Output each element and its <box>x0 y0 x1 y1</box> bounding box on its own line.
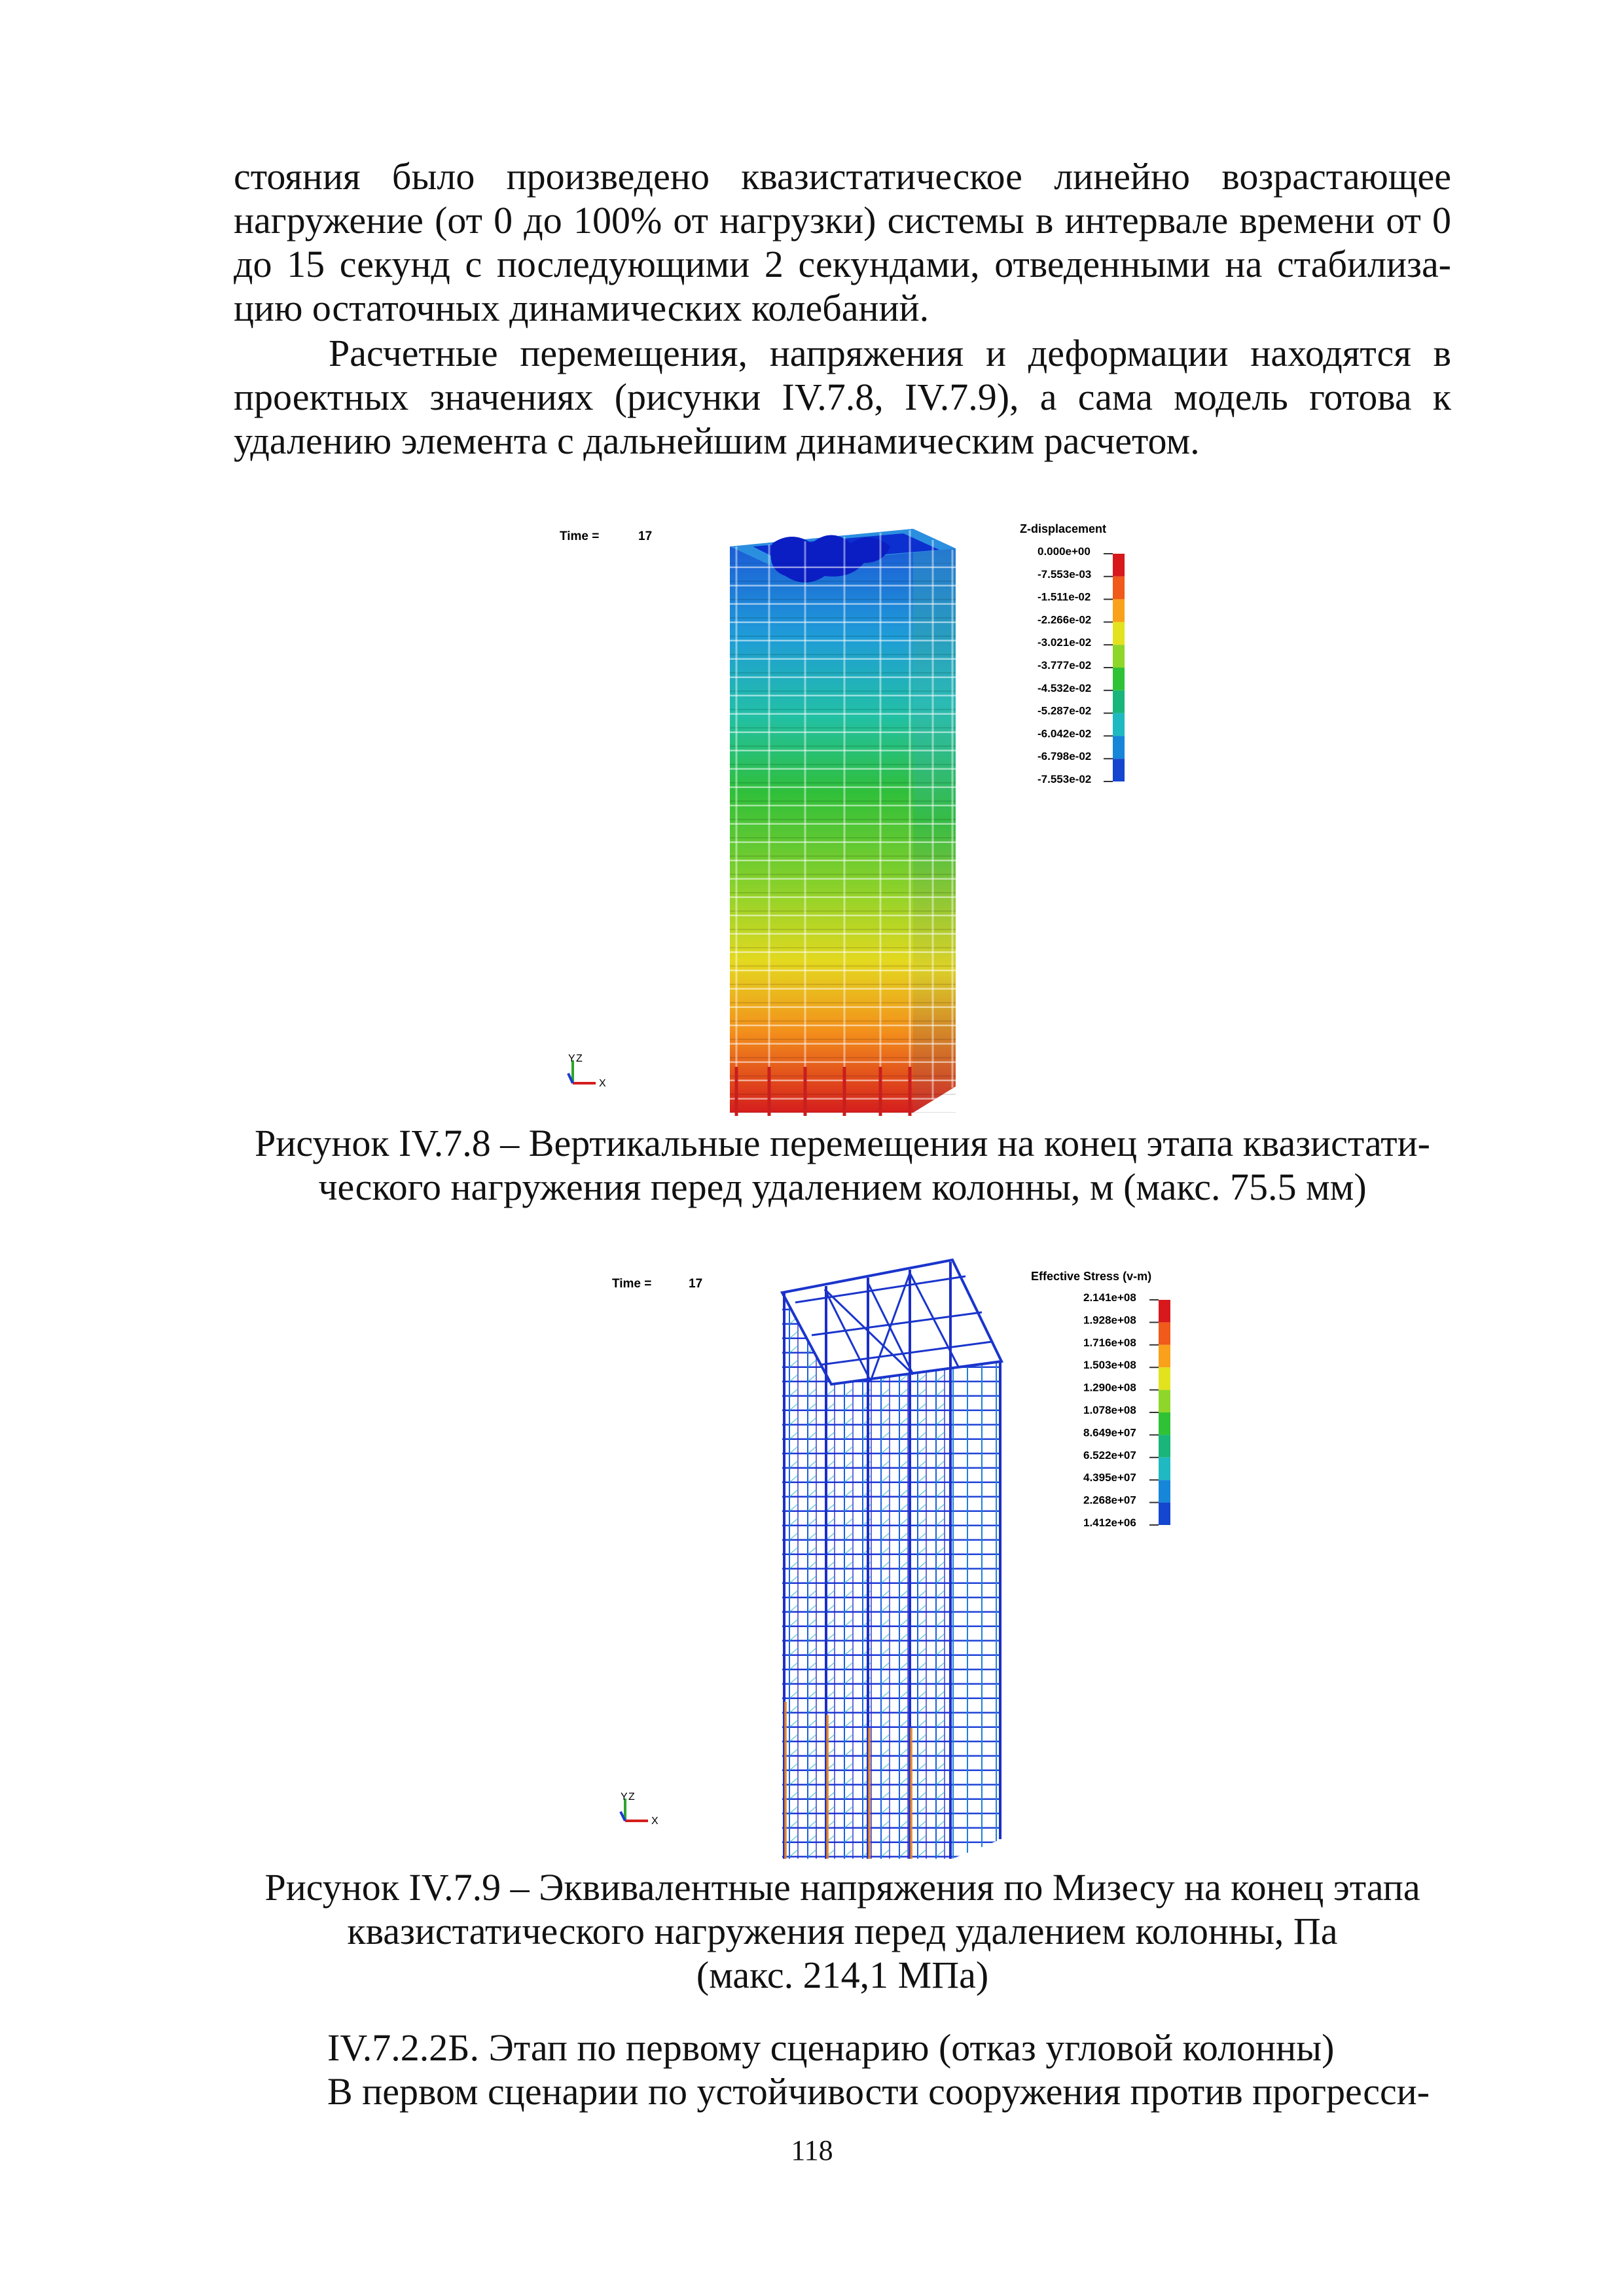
legend-color-swatch <box>1159 1390 1170 1412</box>
legend-value: -4.532e-02 <box>1038 681 1092 694</box>
legend-title: Z-displacement <box>1020 522 1107 535</box>
legend-value: -6.042e-02 <box>1038 727 1092 740</box>
axis-label-z: Z <box>576 1053 583 1064</box>
text-line: нагружение (от 0 до 100% от нагрузки) системы в интервале времени от 0 <box>234 199 1451 242</box>
axis-label-x: X <box>599 1078 606 1089</box>
legend-value: 8.649e+07 <box>1083 1426 1136 1439</box>
legend-value: -7.553e-03 <box>1038 567 1092 581</box>
legend-value: -5.287e-02 <box>1038 704 1092 717</box>
legend-title: Effective Stress (v-m) <box>1031 1270 1152 1283</box>
legend-value: 4.395e+07 <box>1083 1471 1136 1484</box>
legend-value: -7.553e-02 <box>1038 773 1092 785</box>
legend-color-swatch <box>1159 1300 1170 1322</box>
time-label: Time = <box>612 1277 652 1291</box>
tower-frame-model <box>782 1260 1001 1859</box>
text-line: стояния было произведено квазистатическое линейно возрастающее <box>234 155 1451 198</box>
text-line: Расчетные перемещения, напряжения и деформации находятся в <box>329 332 1451 374</box>
legend-value: 6.522e+07 <box>1083 1448 1136 1462</box>
legend-effective-stress <box>1031 1270 1170 1529</box>
axis-triad <box>621 1791 659 1827</box>
text-line: до 15 секунд с последующими 2 секундами, отведенными на стабилиза- <box>234 243 1451 285</box>
figure-caption-2 <box>234 1865 1451 1997</box>
legend-value: 1.928e+08 <box>1083 1314 1136 1327</box>
legend-value: -3.777e-02 <box>1038 659 1092 672</box>
caption-line: Рисунок IV.7.8 – Вертикальные перемещения на конец этапа квазистати- <box>255 1122 1430 1164</box>
legend-color-swatch <box>1159 1458 1170 1480</box>
legend-value: 1.412e+06 <box>1083 1516 1136 1529</box>
axis-label-y: Y <box>568 1053 575 1064</box>
axis-label-x: X <box>651 1816 659 1827</box>
legend-value: 2.268e+07 <box>1083 1494 1136 1507</box>
legend-value: 0.000e+00 <box>1038 545 1091 558</box>
legend-value: 1.503e+08 <box>1083 1359 1136 1372</box>
legend-color-swatch <box>1159 1367 1170 1390</box>
caption-line: (макс. 214,1 МПа) <box>696 1954 989 1996</box>
legend-value: 2.141e+08 <box>1083 1291 1136 1304</box>
legend-value: -6.798e-02 <box>1038 750 1092 763</box>
legend-color-swatch <box>1159 1480 1170 1502</box>
caption-line: Рисунок IV.7.9 – Эквивалентные напряжения по Мизесу на конец этапа <box>264 1866 1420 1909</box>
text-line: цию остаточных динамических колебаний. <box>234 287 929 329</box>
page-number: 118 <box>791 2134 833 2166</box>
legend-value: -3.021e-02 <box>1038 636 1092 649</box>
legend-value: -2.266e-02 <box>1038 613 1092 626</box>
time-value: 17 <box>638 529 653 543</box>
caption-line: квазистатического нагружения перед удалением колонны, Па <box>347 1910 1338 1952</box>
legend-value: 1.716e+08 <box>1083 1336 1136 1349</box>
legend-color-swatch <box>1159 1322 1170 1344</box>
text-line: проектных значениях (рисунки IV.7.8, IV.7.9), а сама модель готова к <box>234 376 1451 418</box>
time-value: 17 <box>689 1277 703 1291</box>
axis-label-z: Z <box>628 1791 635 1803</box>
legend-color-swatch <box>1159 1412 1170 1435</box>
legend-color-swatch <box>1159 1435 1170 1457</box>
legend-color-swatch <box>1159 1503 1170 1525</box>
legend-color-swatch <box>1159 1345 1170 1367</box>
paragraph-scenario: В первом сценарии по устойчивости сооружения против прогресси- <box>327 2070 1430 2113</box>
legend-value: -1.511e-02 <box>1038 590 1091 603</box>
axis-label-y: Y <box>621 1791 628 1803</box>
text-line: удалению элемента с дальнейшим динамическим расчетом. <box>234 420 1200 462</box>
caption-line: ческого нагружения перед удалением колонны, м (макс. 75.5 мм) <box>318 1166 1367 1208</box>
section-heading: IV.7.2.2Б. Этап по первому сценарию (отказ угловой колонны) <box>327 2026 1335 2069</box>
time-label: Time = <box>560 529 600 543</box>
legend-value: 1.078e+08 <box>1083 1404 1136 1416</box>
legend-value: 1.290e+08 <box>1083 1381 1136 1394</box>
